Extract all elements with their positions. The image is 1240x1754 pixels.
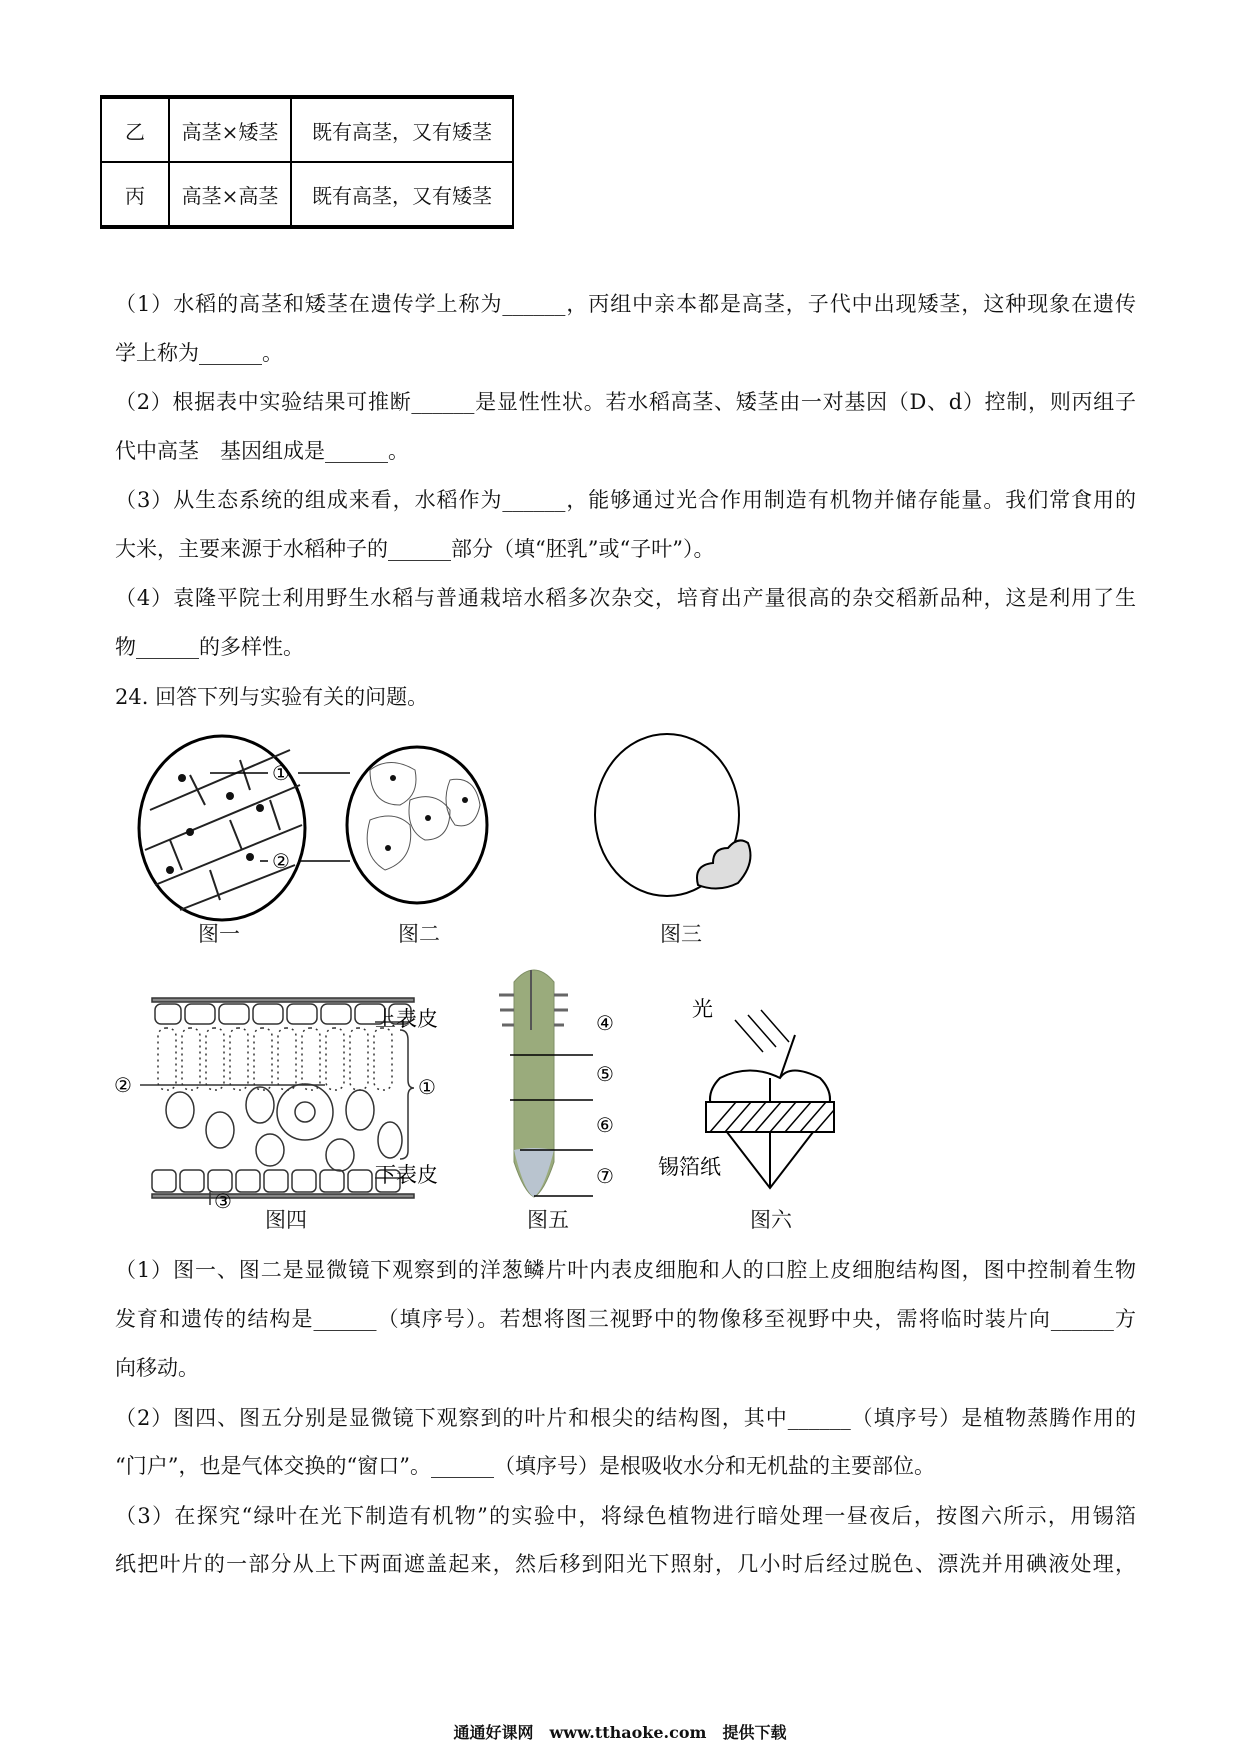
figure-caption: 图二 xyxy=(398,922,440,946)
label-1: ① xyxy=(418,1075,436,1099)
label-5: ⑤ xyxy=(596,1062,614,1086)
cell-figures xyxy=(110,720,770,940)
cross-cell: 高茎×高茎 xyxy=(169,162,291,227)
label-7: ⑦ xyxy=(596,1164,614,1188)
leaf-root-figures xyxy=(110,960,870,1220)
light-label: 光 xyxy=(692,997,713,1021)
question-line: 物______的多样性。 xyxy=(115,635,304,659)
label-1: ① xyxy=(272,761,290,785)
question-line: （1）水稻的高茎和矮茎在遗传学上称为______，丙组中亲本都是高茎，子代中出现矮茎，这种现象在遗传 xyxy=(115,292,1136,316)
question-line: 纸把叶片的一部分从上下两面遮盖起来，然后移到阳光下照射，几小时后经过脱色、漂洗并用碘液处理， xyxy=(115,1552,1136,1576)
question-line: 大米，主要来源于水稻种子的______部分（填“胚乳”或“子叶”）。 xyxy=(115,537,715,561)
question-line: （3）在探究“绿叶在光下制造有机物”的实验中，将绿色植物进行暗处理一昼夜后，按图六所示，用锡箔 xyxy=(115,1504,1136,1528)
figure-caption: 图三 xyxy=(660,922,702,946)
result-cell: 既有高茎，又有矮茎 xyxy=(291,97,513,162)
leaf-tin-foil-diagram xyxy=(706,1010,834,1188)
question-line: 发育和遗传的结构是______（填序号）。若想将图三视野中的物像移至视野中央，需将临时装片向______方 xyxy=(115,1307,1136,1331)
question-line: 向移动。 xyxy=(115,1356,199,1380)
label-3: ③ xyxy=(214,1189,232,1213)
tin-foil-label: 锡箔纸 xyxy=(658,1155,721,1179)
figure-caption: 图六 xyxy=(750,1208,792,1232)
figure-caption: 图四 xyxy=(265,1208,307,1232)
question-line: 代中高茎 基因组成是______。 xyxy=(115,439,409,463)
label-2: ② xyxy=(272,849,290,873)
group-cell: 丙 xyxy=(101,162,169,227)
genetics-table xyxy=(100,95,514,229)
label-6: ⑥ xyxy=(596,1113,614,1137)
figure-caption: 图一 xyxy=(198,922,240,946)
question-line: （2）图四、图五分别是显微镜下观察到的叶片和根尖的结构图，其中______（填序号）是植物蒸腾作用的 xyxy=(115,1406,1136,1430)
question-line: （1）图一、图二是显微镜下观察到的洋葱鳞片叶内表皮细胞和人的口腔上皮细胞结构图，图中控制着生物 xyxy=(115,1258,1136,1282)
lower-epidermis-label: 下表皮 xyxy=(375,1163,438,1187)
upper-epidermis-label: 上表皮 xyxy=(375,1007,438,1031)
question-line: 学上称为______。 xyxy=(115,341,283,365)
leaf-cross-section-diagram xyxy=(140,998,414,1205)
field-of-view-diagram xyxy=(595,734,750,896)
result-cell: 既有高茎，又有矮茎 xyxy=(291,162,513,227)
root-tip-diagram xyxy=(499,970,593,1197)
label-2: ② xyxy=(114,1073,132,1097)
question-line: （4）袁隆平院士利用野生水稻与普通栽培水稻多次杂交，培育出产量很高的杂交稻新品种，这是利用了生 xyxy=(115,586,1136,610)
question-title: 24. 回答下列与实验有关的问题。 xyxy=(115,685,429,709)
question-line: （3）从生态系统的组成来看，水稻作为______，能够通过光合作用制造有机物并储存能量。我们常食用的 xyxy=(115,488,1136,512)
question-line: （2）根据表中实验结果可推断______是显性性状。若水稻高茎、矮茎由一对基因（D、d）控制，则丙组子 xyxy=(115,390,1136,414)
cheek-cell-diagram xyxy=(347,747,487,903)
question-line: “门户”，也是气体交换的“窗口”。______（填序号）是根吸收水分和无机盐的主要部位。 xyxy=(115,1454,935,1478)
footer-download-note: 通通好课网 www.tthaoke.com 提供下载 xyxy=(453,1723,787,1742)
cross-cell: 高茎×矮茎 xyxy=(169,97,291,162)
label-4: ④ xyxy=(596,1011,614,1035)
figure-caption: 图五 xyxy=(527,1208,569,1232)
group-cell: 乙 xyxy=(101,97,169,162)
table-row xyxy=(101,162,513,227)
table-row xyxy=(101,97,513,162)
